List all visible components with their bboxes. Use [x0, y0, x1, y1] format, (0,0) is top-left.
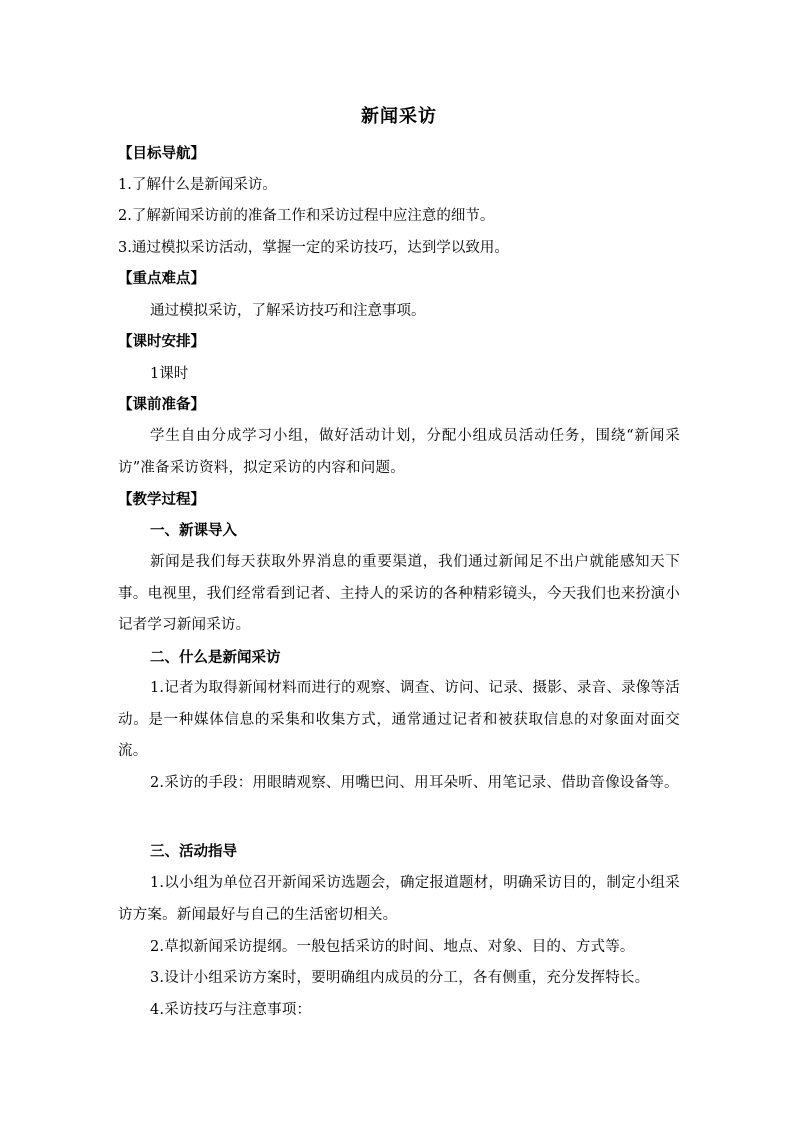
section-heading-preparation: 【课前准备】: [118, 396, 205, 413]
section-heading-process: 【教学过程】: [118, 491, 205, 508]
activity-paragraph-4: 4.采访技巧与注意事项：: [150, 1002, 312, 1018]
subsection-heading-what-is: 二、什么是新闻采访: [150, 649, 281, 666]
section-heading-goals: 【目标导航】: [118, 145, 205, 162]
goal-item-1: 1.了解什么是新闻采访。: [118, 177, 277, 193]
document-page: [118, 0, 680, 1123]
activity-paragraph-2: 2.草拟新闻采访提纲。一般包括采访的时间、地点、对象、目的、方式等。: [150, 939, 635, 955]
preparation-text: 学生自由分成学习小组，做好活动计划，分配小组成员活动任务，围绕“新闻采访”准备采访资料，拟定采访的内容和问题。: [118, 428, 680, 476]
activity-paragraph-3: 3.设计小组采访方案时，要明确组内成员的分工，各有侧重，充分发挥特长。: [150, 970, 650, 986]
key-points-text: 通过模拟采访，了解采访技巧和注意事项。: [150, 303, 426, 319]
what-is-paragraph-2: 2.采访的手段：用眼睛观察、用嘴巴问、用耳朵听、用笔记录、借助音像设备等。: [150, 775, 679, 791]
intro-text: 新闻是我们每天获取外界消息的重要渠道，我们通过新闻足不出户就能感知天下事。电视里，我们经常看到记者、主持人的采访的各种精彩镜头，今天我们也来扮演小记者学习新闻采访。: [118, 554, 680, 633]
subsection-heading-intro: 一、新课导入: [150, 522, 237, 539]
activity-paragraph-1: 1.以小组为单位召开新闻采访选题会，确定报道题材，明确采访目的，制定小组采访方案。新闻最好与自己的生活密切相关。: [118, 875, 680, 923]
schedule-text: 1课时: [150, 366, 189, 382]
what-is-paragraph-1: 1.记者为取得新闻材料而进行的观察、调查、访问、记录、摄影、录音、录像等活动。是一种媒体信息的采集和收集方式，通常通过记者和被获取信息的对象面对面交流。: [118, 680, 680, 759]
subsection-heading-activity: 三、活动指导: [150, 843, 237, 860]
goal-item-3: 3.通过模拟采访活动，掌握一定的采访技巧，达到学以致用。: [118, 240, 509, 256]
section-heading-schedule: 【课时安排】: [118, 333, 205, 350]
goal-item-2: 2.了解新闻采访前的准备工作和采访过程中应注意的细节。: [118, 208, 495, 224]
section-heading-key-points: 【重点难点】: [118, 270, 205, 287]
document-title: 新闻采访: [361, 106, 437, 127]
